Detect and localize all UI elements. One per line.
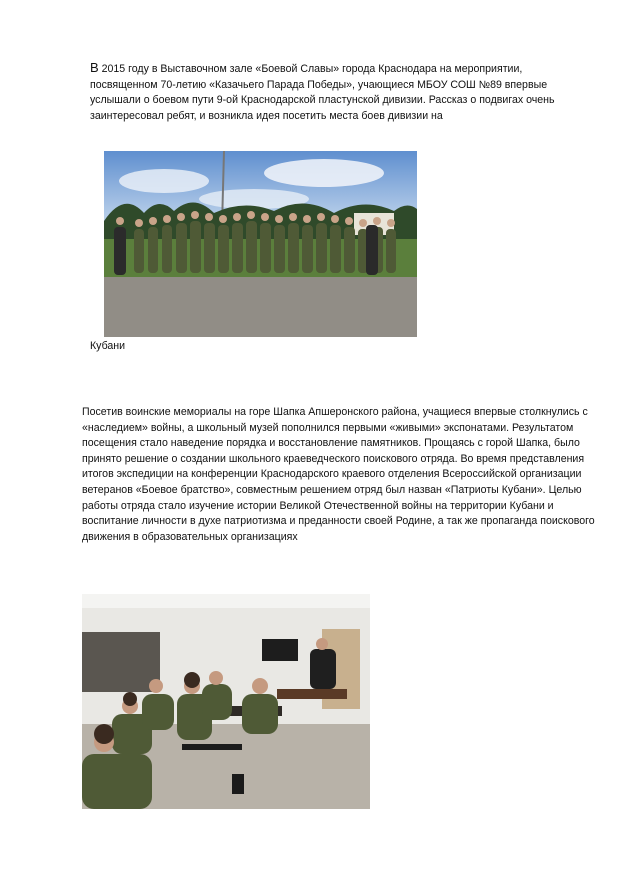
- intro-paragraph: [90, 60, 590, 124]
- photo1-caption: Кубани: [90, 340, 126, 352]
- intro-paragraph-text: 2015 году в Выставочном зале «Боевой Славы» города Краснодара на мероприятии, посвященном 70-летию «Казачьего Парада Победы», учающиеся МБОУ СОШ №89 впервые услышали о боевом пути 9-ой Краснодарской пластунской дивизии. Рассказ о подвигах очень заинтересовал ребят, и возникла идея посетить места боев дивизии на: [90, 63, 555, 122]
- expedition-paragraph: Посетив воинские мемориалы на горе Шапка Апшеронского района, учащиеся впервые столкнулись с «наследием» войны, а школьный музей пополнился первыми «живыми» экспонатами. Результатом посещения стало наведение порядка и восстановление памятников. Прощаясь с горой Шапка, было принято решение о создании школьного краеведческого поискового отряда. Во время представления итогов экспедиции на конференции Краснодарского краевого отделения Всероссийской организации ветеранов «Боевое братство», совместным решением отряд был назван «Патриоты Кубани». Целью работы отряда стало изучение истории Великой Отечественной войны на территории Кубани и воспитание личности в духе патриотизма и преданности своей Родине, а так же пропаганда поискового движения в образовательных организациях: [82, 406, 595, 543]
- intro-first-word: В: [90, 60, 99, 75]
- group-photo-outdoor: [104, 151, 417, 337]
- classroom-photo: [82, 594, 370, 809]
